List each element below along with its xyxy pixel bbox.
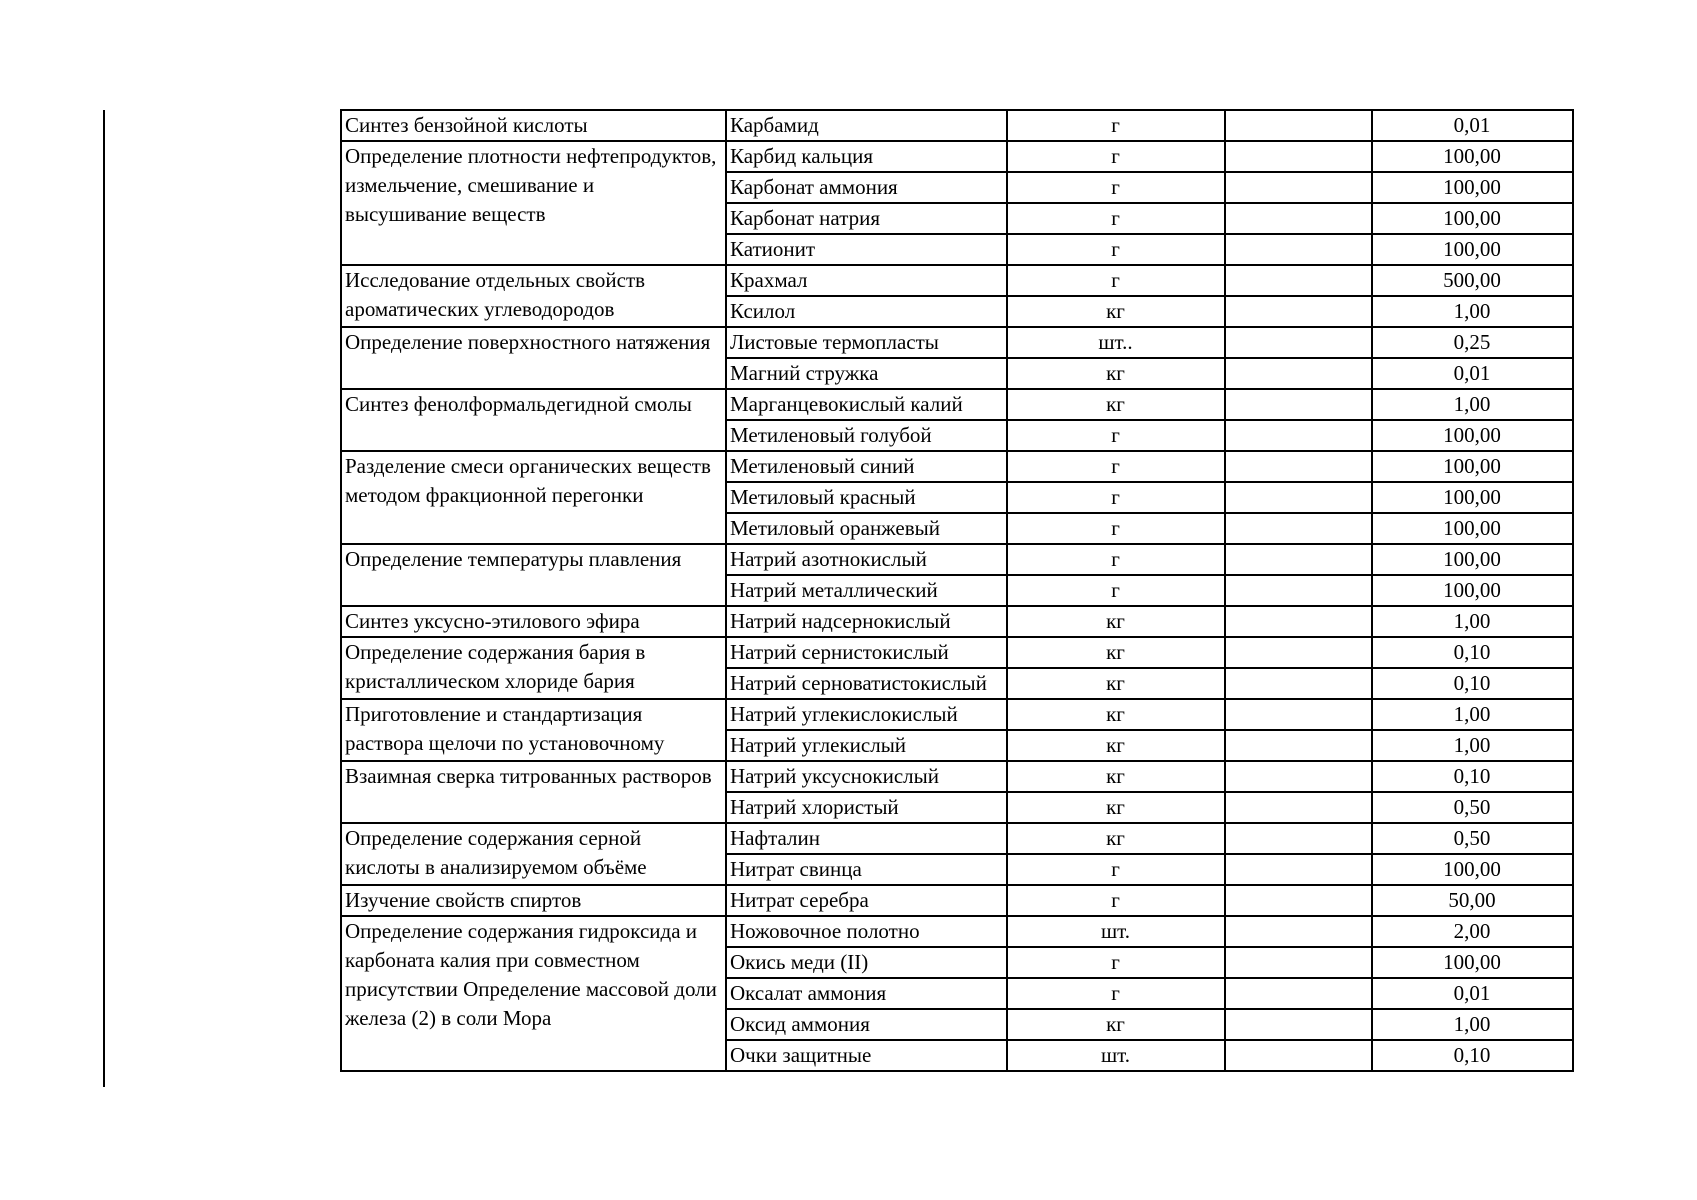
quantity-cell: 50,00 <box>1372 885 1573 916</box>
empty-cell <box>1225 668 1372 699</box>
material-cell: Крахмал <box>726 265 1007 296</box>
material-cell: Карбид кальция <box>726 141 1007 172</box>
empty-cell <box>1225 110 1372 141</box>
procedure-cell: Синтез уксусно-этилового эфира <box>341 606 726 637</box>
unit-cell: кг <box>1007 792 1225 823</box>
quantity-cell: 0,25 <box>1372 327 1573 358</box>
material-cell: Метиловый оранжевый <box>726 513 1007 544</box>
unit-cell: г <box>1007 203 1225 234</box>
material-cell: Натрий углекислый <box>726 730 1007 761</box>
table-row <box>341 451 1573 482</box>
unit-cell: г <box>1007 575 1225 606</box>
procedure-cell: Определение плотности нефтепродуктов, измельчение, смешивание и высушивание веществ <box>341 141 726 265</box>
material-cell: Оксалат аммония <box>726 978 1007 1009</box>
material-cell: Окись меди (II) <box>726 947 1007 978</box>
table-row <box>341 916 1573 947</box>
table-row <box>341 141 1573 172</box>
quantity-cell: 1,00 <box>1372 606 1573 637</box>
table-row <box>341 885 1573 916</box>
unit-cell: кг <box>1007 389 1225 420</box>
material-cell: Катионит <box>726 234 1007 265</box>
unit-cell: г <box>1007 110 1225 141</box>
empty-cell <box>1225 482 1372 513</box>
procedure-cell: Изучение свойств спиртов <box>341 885 726 916</box>
unit-cell: кг <box>1007 730 1225 761</box>
quantity-cell: 0,50 <box>1372 823 1573 854</box>
table-row <box>341 389 1573 420</box>
unit-cell: г <box>1007 172 1225 203</box>
material-cell: Метиловый красный <box>726 482 1007 513</box>
material-cell: Ксилол <box>726 296 1007 327</box>
unit-cell: кг <box>1007 823 1225 854</box>
material-cell: Карбонат аммония <box>726 172 1007 203</box>
quantity-cell: 100,00 <box>1372 575 1573 606</box>
quantity-cell: 100,00 <box>1372 420 1573 451</box>
unit-cell: г <box>1007 141 1225 172</box>
quantity-cell: 100,00 <box>1372 234 1573 265</box>
material-cell: Магний стружка <box>726 358 1007 389</box>
quantity-cell: 1,00 <box>1372 730 1573 761</box>
unit-cell: кг <box>1007 668 1225 699</box>
quantity-cell: 0,10 <box>1372 761 1573 792</box>
material-cell: Карбамид <box>726 110 1007 141</box>
unit-cell: кг <box>1007 637 1225 668</box>
empty-cell <box>1225 358 1372 389</box>
material-cell: Натрий уксуснокислый <box>726 761 1007 792</box>
empty-cell <box>1225 606 1372 637</box>
material-cell: Нитрат свинца <box>726 854 1007 885</box>
empty-cell <box>1225 544 1372 575</box>
unit-cell: кг <box>1007 606 1225 637</box>
empty-cell <box>1225 1009 1372 1040</box>
material-cell: Листовые термопласты <box>726 327 1007 358</box>
unit-cell: шт. <box>1007 916 1225 947</box>
empty-cell <box>1225 947 1372 978</box>
unit-cell: кг <box>1007 296 1225 327</box>
materials-table-body <box>341 110 1573 1071</box>
procedure-cell: Приготовление и стандартизация раствора щелочи по установочному <box>341 699 726 761</box>
quantity-cell: 0,01 <box>1372 978 1573 1009</box>
empty-cell <box>1225 451 1372 482</box>
empty-cell <box>1225 513 1372 544</box>
empty-cell <box>1225 730 1372 761</box>
material-cell: Нитрат серебра <box>726 885 1007 916</box>
empty-cell <box>1225 296 1372 327</box>
table-row <box>341 761 1573 792</box>
material-cell: Натрий сернистокислый <box>726 637 1007 668</box>
quantity-cell: 0,10 <box>1372 668 1573 699</box>
unit-cell: г <box>1007 544 1225 575</box>
unit-cell: кг <box>1007 1009 1225 1040</box>
procedure-cell: Исследование отдельных свойств ароматических углеводородов <box>341 265 726 327</box>
material-cell: Натрий металлический <box>726 575 1007 606</box>
quantity-cell: 100,00 <box>1372 544 1573 575</box>
quantity-cell: 500,00 <box>1372 265 1573 296</box>
material-cell: Натрий надсернокислый <box>726 606 1007 637</box>
quantity-cell: 0,01 <box>1372 358 1573 389</box>
material-cell: Натрий серноватистокислый <box>726 668 1007 699</box>
table-row <box>341 265 1573 296</box>
empty-cell <box>1225 916 1372 947</box>
material-cell: Нафталин <box>726 823 1007 854</box>
material-cell: Натрий хлористый <box>726 792 1007 823</box>
empty-cell <box>1225 699 1372 730</box>
quantity-cell: 1,00 <box>1372 296 1573 327</box>
procedure-cell: Определение содержания бария в кристаллическом хлориде бария <box>341 637 726 699</box>
unit-cell: г <box>1007 451 1225 482</box>
empty-cell <box>1225 978 1372 1009</box>
table-row <box>341 606 1573 637</box>
table-row <box>341 699 1573 730</box>
unit-cell: г <box>1007 854 1225 885</box>
quantity-cell: 2,00 <box>1372 916 1573 947</box>
empty-cell <box>1225 761 1372 792</box>
material-cell: Натрий азотнокислый <box>726 544 1007 575</box>
empty-cell <box>1225 141 1372 172</box>
quantity-cell: 100,00 <box>1372 854 1573 885</box>
unit-cell: г <box>1007 420 1225 451</box>
procedure-cell: Синтез фенолформальдегидной смолы <box>341 389 726 451</box>
material-cell: Метиленовый синий <box>726 451 1007 482</box>
unit-cell: г <box>1007 947 1225 978</box>
quantity-cell: 0,10 <box>1372 1040 1573 1071</box>
empty-cell <box>1225 420 1372 451</box>
unit-cell: шт.. <box>1007 327 1225 358</box>
empty-cell <box>1225 172 1372 203</box>
empty-cell <box>1225 234 1372 265</box>
procedure-cell: Определение поверхностного натяжения <box>341 327 726 389</box>
quantity-cell: 1,00 <box>1372 1009 1573 1040</box>
empty-cell <box>1225 327 1372 358</box>
empty-cell <box>1225 389 1372 420</box>
empty-cell <box>1225 637 1372 668</box>
empty-cell <box>1225 792 1372 823</box>
table-row <box>341 637 1573 668</box>
unit-cell: г <box>1007 978 1225 1009</box>
quantity-cell: 100,00 <box>1372 482 1573 513</box>
quantity-cell: 100,00 <box>1372 947 1573 978</box>
unit-cell: г <box>1007 885 1225 916</box>
quantity-cell: 100,00 <box>1372 513 1573 544</box>
table-row <box>341 327 1573 358</box>
quantity-cell: 0,50 <box>1372 792 1573 823</box>
material-cell: Оксид аммония <box>726 1009 1007 1040</box>
empty-cell <box>1225 885 1372 916</box>
table-row <box>341 823 1573 854</box>
unit-cell: кг <box>1007 699 1225 730</box>
unit-cell: г <box>1007 234 1225 265</box>
unit-cell: г <box>1007 513 1225 544</box>
empty-cell <box>1225 203 1372 234</box>
unit-cell: г <box>1007 482 1225 513</box>
quantity-cell: 100,00 <box>1372 203 1573 234</box>
empty-cell <box>1225 854 1372 885</box>
table-row <box>341 110 1573 141</box>
procedure-cell: Разделение смеси органических веществ методом фракционной перегонки <box>341 451 726 544</box>
quantity-cell: 0,10 <box>1372 637 1573 668</box>
empty-cell <box>1225 575 1372 606</box>
quantity-cell: 100,00 <box>1372 451 1573 482</box>
unit-cell: кг <box>1007 761 1225 792</box>
material-cell: Метиленовый голубой <box>726 420 1007 451</box>
unit-cell: шт. <box>1007 1040 1225 1071</box>
procedure-cell: Взаимная сверка титрованных растворов <box>341 761 726 823</box>
margin-rule <box>103 110 105 1087</box>
empty-cell <box>1225 1040 1372 1071</box>
procedure-cell: Определение содержания гидроксида и карбоната калия при совместном присутствии Определение массовой доли железа (2) в соли Мора <box>341 916 726 1071</box>
materials-table <box>340 109 1574 1072</box>
procedure-cell: Определение температуры плавления <box>341 544 726 606</box>
quantity-cell: 1,00 <box>1372 389 1573 420</box>
material-cell: Марганцевокислый калий <box>726 389 1007 420</box>
procedure-cell: Синтез бензойной кислоты <box>341 110 726 141</box>
material-cell: Натрий углекислокислый <box>726 699 1007 730</box>
quantity-cell: 100,00 <box>1372 141 1573 172</box>
material-cell: Ножовочное полотно <box>726 916 1007 947</box>
quantity-cell: 1,00 <box>1372 699 1573 730</box>
quantity-cell: 100,00 <box>1372 172 1573 203</box>
procedure-cell: Определение содержания серной кислоты в анализируемом объёме <box>341 823 726 885</box>
material-cell: Очки защитные <box>726 1040 1007 1071</box>
empty-cell <box>1225 823 1372 854</box>
quantity-cell: 0,01 <box>1372 110 1573 141</box>
material-cell: Карбонат натрия <box>726 203 1007 234</box>
table-row <box>341 544 1573 575</box>
unit-cell: г <box>1007 265 1225 296</box>
empty-cell <box>1225 265 1372 296</box>
unit-cell: кг <box>1007 358 1225 389</box>
